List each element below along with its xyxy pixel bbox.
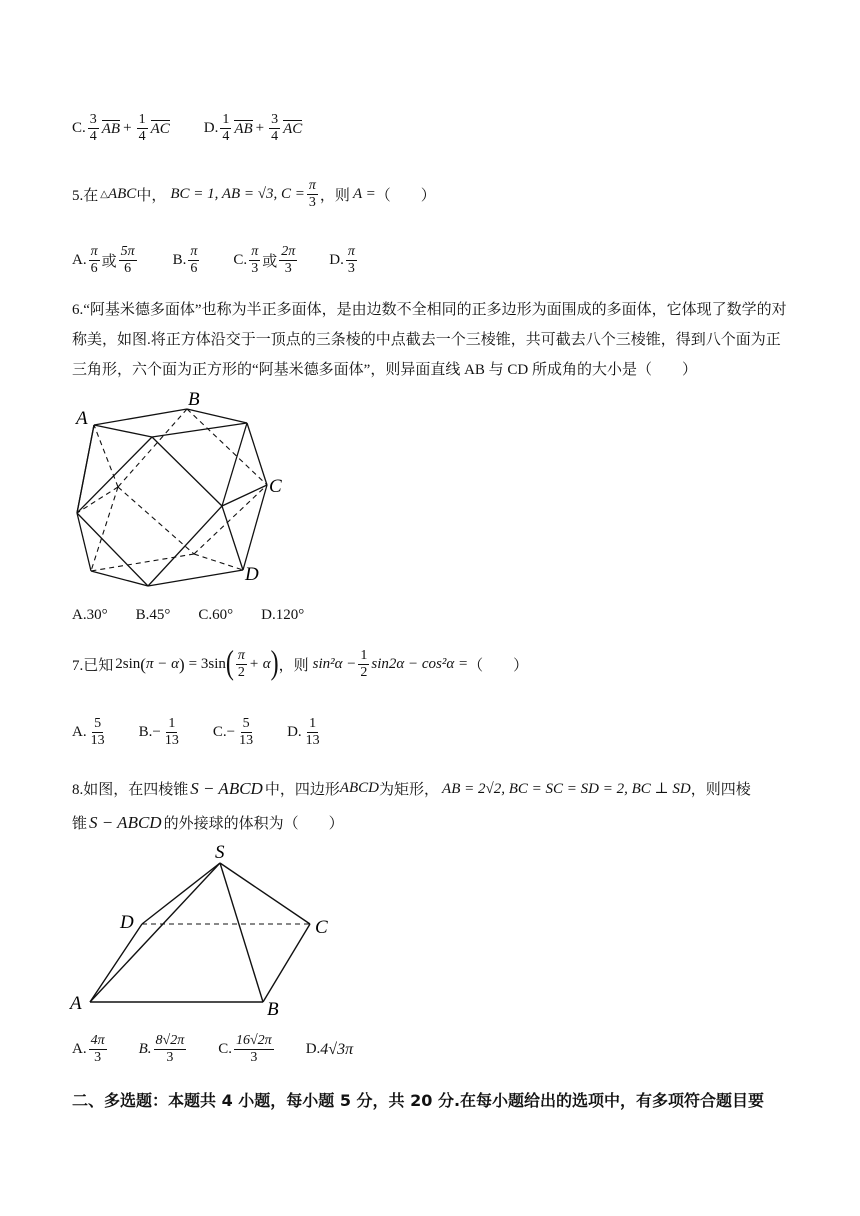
vertex-label-a: A — [76, 408, 88, 429]
frac-den: 3 — [94, 1050, 102, 1065]
q7-stem — [72, 645, 529, 682]
option-label: B. — [138, 1041, 152, 1057]
frac-den: 6 — [190, 261, 198, 276]
q7-eq-frac — [236, 648, 247, 681]
q8-option-d — [306, 1041, 353, 1059]
q6-option-a: A.30° — [72, 607, 108, 623]
paren-open: ( — [140, 654, 146, 674]
vertex-label-s: S — [215, 842, 225, 863]
option-value: 4√3π — [320, 1040, 354, 1058]
option-frac — [279, 244, 297, 277]
frac-den: 3 — [284, 261, 292, 276]
q7-option-c — [213, 716, 257, 749]
q5-triangle-name: ABC — [107, 186, 137, 202]
q4-option-c-label: C. — [72, 120, 86, 136]
option-frac — [119, 244, 137, 277]
q5-option-a — [72, 244, 139, 277]
frac-num: 8√2π — [155, 1033, 185, 1048]
q5-stem — [72, 178, 436, 211]
frac-den: 3 — [251, 261, 259, 276]
option-label: A. — [72, 724, 87, 740]
option-label: C. — [212, 724, 227, 740]
frac-num: π — [308, 178, 316, 193]
frac-num: 5 — [242, 716, 250, 731]
option-frac — [188, 244, 199, 277]
q5-text: ，则 — [319, 188, 350, 204]
option-frac — [89, 244, 100, 277]
frac-num: 1 — [138, 112, 146, 127]
q7-expr-1: sin²α − — [312, 656, 357, 672]
frac-den: 13 — [239, 733, 254, 748]
or-text: 或 — [101, 254, 117, 270]
frac-num: 2π — [281, 244, 296, 259]
frac-num: 1 — [360, 648, 368, 663]
q4-d-frac2 — [269, 112, 280, 145]
or-text: 或 — [262, 254, 278, 270]
answer-paren: （ ） — [468, 658, 529, 674]
q5-options-row — [72, 244, 393, 277]
q8-option-b — [139, 1033, 189, 1066]
q8-stem-line-1 — [72, 778, 751, 799]
paren-close: ) — [178, 654, 185, 674]
hidden-edges — [77, 409, 267, 571]
vertex-label-d: D — [245, 564, 259, 585]
q7-eq-left: 2sin — [115, 656, 141, 672]
q5-text: 中， — [136, 188, 167, 204]
frac-den: 3 — [347, 261, 355, 276]
vector-ab: AB — [101, 120, 121, 137]
vertex-label-d: D — [120, 912, 134, 933]
answer-paren: （ ） — [375, 188, 436, 204]
option-frac — [154, 1033, 187, 1066]
frac-den: 3 — [166, 1050, 174, 1065]
frac-num: 3 — [89, 112, 97, 127]
q4-options-row — [72, 112, 336, 145]
plus-sign: + — [123, 120, 132, 136]
frac-num: 5 — [94, 716, 102, 731]
q5-option-b — [173, 244, 202, 277]
q7-text: ，则 — [278, 658, 309, 674]
solid-edges — [77, 409, 267, 586]
vertex-label-c: C — [315, 917, 328, 938]
frac-num: π — [237, 648, 245, 663]
q7-eq-mid: = 3sin — [188, 656, 226, 672]
vertex-label-b: B — [188, 389, 200, 410]
option-label: B. — [172, 252, 187, 268]
option-sign: − — [226, 724, 236, 740]
q5-option-d — [329, 244, 359, 277]
q5-number: 5.在 — [72, 188, 99, 204]
q4-option-c — [72, 112, 170, 145]
option-frac — [304, 716, 322, 749]
q8-rectangle-name: ABCD — [339, 780, 380, 796]
frac-den: 2 — [237, 665, 245, 680]
frac-num: π — [90, 244, 98, 259]
q6-stem — [72, 295, 792, 385]
frac-den: 3 — [308, 195, 316, 210]
frac-num: 16√2π — [236, 1033, 272, 1048]
q8-pyramid-name: S − ABCD — [89, 812, 162, 832]
q7-number: 7.已知 — [72, 658, 114, 674]
q4-option-d-label: D. — [203, 120, 219, 136]
option-label: D. — [329, 252, 344, 268]
q6-line-1: 6.“阿基米德多面体”也称为半正多面体，是由边数不全相同的正多边形为面围成的多面体，它体现了数学的对 — [72, 302, 787, 318]
q8-text: 的外接球的体积为（ ） — [163, 816, 344, 832]
q8-text: 8.如图，在四棱锥 — [72, 782, 189, 798]
frac-den: 4 — [89, 129, 97, 144]
q6-option-b: B.45° — [135, 607, 171, 623]
q8-option-c — [218, 1033, 275, 1066]
option-frac — [249, 244, 260, 277]
vertex-label-b: B — [267, 999, 279, 1020]
frac-num: 3 — [271, 112, 279, 127]
q7-option-d — [287, 716, 324, 749]
q7-expr-2: sin2α − cos²α = — [371, 656, 469, 672]
q6-option-d: D.120° — [261, 607, 305, 623]
q7-options-row — [72, 716, 358, 749]
option-label: D. — [305, 1041, 321, 1057]
q6-line-3: 三角形，六个面为正方形的“阿基米德多面体”，则异面直线 AB 与 CD 所成角的大小是（ ） — [72, 362, 697, 378]
q4-option-d — [204, 112, 303, 145]
option-frac — [346, 244, 357, 277]
big-paren-open: ( — [225, 645, 234, 682]
option-frac — [163, 716, 181, 749]
frac-den: 4 — [222, 129, 230, 144]
q8-condition: AB = 2√2, BC = SC = SD = 2, BC ⊥ SD — [442, 781, 691, 797]
frac-num: π — [347, 244, 355, 259]
section-heading-multiple-choice: 二、多选题：本题共 4 小题，每小题 5 分，共 20 分.在每小题给出的选项中，有多项符合题目要 — [72, 1091, 765, 1110]
q8-text: 为矩形， — [379, 782, 440, 798]
q8-pyramid-name: S − ABCD — [190, 778, 263, 798]
option-label: D. — [287, 724, 302, 740]
option-frac — [89, 1033, 107, 1066]
plus-sign: + — [255, 120, 265, 136]
vector-ac: AC — [150, 120, 170, 137]
frac-den: 2 — [360, 665, 368, 680]
option-label: C. — [233, 252, 248, 268]
frac-num: 1 — [168, 716, 176, 731]
q4-c-frac2 — [137, 112, 148, 145]
q5-ask: A = — [352, 186, 376, 202]
q8-stem-line-2 — [72, 812, 344, 833]
q7-eq-left-arg: π − α — [145, 656, 179, 672]
frac-den: 13 — [90, 733, 105, 748]
frac-den: 4 — [138, 129, 146, 144]
frac-num: π — [190, 244, 198, 259]
option-sign: − — [152, 724, 161, 740]
frac-den: 13 — [305, 733, 320, 748]
q6-line-2: 称美，如图.将正方体沿交于一顶点的三条棱的中点截去一个三棱锥，共可截去八个三棱锥，得到八个面为正 — [72, 332, 781, 348]
option-frac — [89, 716, 107, 749]
frac-num: 5π — [120, 244, 135, 259]
triangle-symbol: △ — [100, 189, 108, 200]
frac-den: 6 — [90, 261, 98, 276]
option-label: A. — [72, 252, 87, 268]
q6-option-c: C.60° — [198, 607, 234, 623]
q4-c-frac1 — [88, 112, 99, 145]
q5-option-c — [233, 244, 299, 277]
q8-text: 锥 — [72, 816, 88, 832]
vertex-label-c: C — [269, 476, 282, 497]
q8-pyramid-figure — [60, 838, 360, 1028]
vector-ab: AB — [234, 120, 253, 137]
q5-condition: BC = 1, AB = √3, C = — [170, 186, 305, 202]
q8-text: ，则四棱 — [690, 782, 751, 798]
frac-num: 4π — [90, 1033, 105, 1048]
frac-den: 6 — [124, 261, 132, 276]
option-label: A. — [72, 1041, 87, 1057]
frac-den: 4 — [271, 129, 279, 144]
q7-option-a — [72, 716, 109, 749]
frac-num: 1 — [222, 112, 230, 127]
q8-options-row — [72, 1033, 387, 1066]
option-frac — [234, 1033, 274, 1066]
vector-ac: AC — [283, 120, 303, 137]
vertex-label-a: A — [70, 993, 82, 1014]
frac-den: 3 — [250, 1050, 258, 1065]
q7-eq-plus: + α — [248, 656, 271, 672]
option-label: B. — [138, 724, 153, 740]
q8-text: 中，四边形 — [264, 782, 340, 798]
q7-expr-frac — [358, 648, 369, 681]
option-label: C. — [218, 1041, 232, 1057]
frac-num: 1 — [309, 716, 317, 731]
q5-c-frac — [307, 178, 318, 211]
q6-cuboctahedron-figure — [60, 380, 310, 595]
big-paren-close: ) — [270, 645, 279, 682]
q4-d-frac1 — [220, 112, 231, 145]
frac-num: π — [251, 244, 259, 259]
q6-options-row — [72, 607, 338, 624]
option-frac — [237, 716, 255, 749]
q8-option-a — [72, 1033, 109, 1066]
q7-option-b — [139, 716, 183, 749]
frac-den: 13 — [164, 733, 179, 748]
